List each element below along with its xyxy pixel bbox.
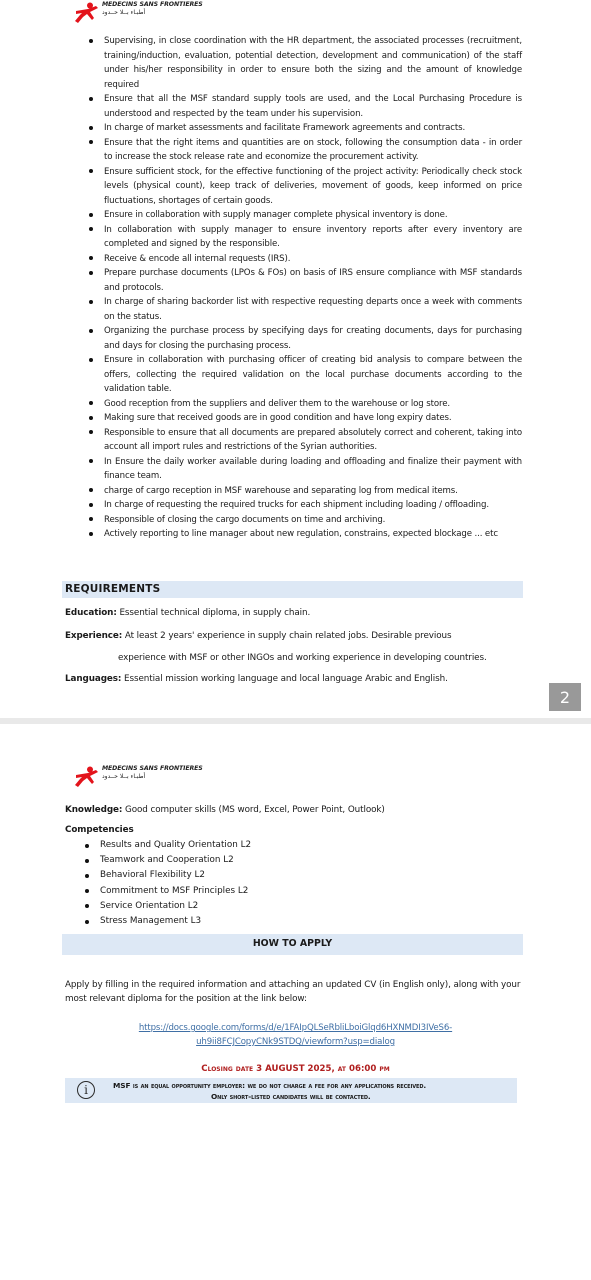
duty-item: In charge of market assessments and facilitate Framework agreements and contracts. <box>104 121 522 136</box>
requirements-header <box>62 581 523 598</box>
how-to-apply-header <box>62 934 523 955</box>
msf-logo <box>74 2 203 22</box>
competencies-heading: Competencies <box>65 825 134 835</box>
equal-opportunity-notice <box>65 1078 517 1103</box>
duty-item: In charge of sharing backorder list with respective requesting departs once a week with comments on the status. <box>104 295 522 324</box>
application-link-line-1[interactable]: https://docs.google.com/forms/d/e/1FAIpQLSeRbliLboiGlqd6HXNMDI3IVeS6- <box>138 1023 453 1033</box>
duty-item: Ensure that the right items and quantities are on stock, following the consumption data - in order to increase the stock release rate and economize the procurement activity. <box>104 136 522 165</box>
page-number-badge: 2 <box>549 683 581 711</box>
languages-line <box>65 673 448 685</box>
languages-text: Essential mission working language and local language Arabic and English. <box>121 674 448 684</box>
duty-item: Ensure in collaboration with supply manager complete physical inventory is done. <box>104 208 522 223</box>
logo-name-fr: MEDECINS SANS FRONTIERES <box>102 765 203 772</box>
duty-item: Supervising, in close coordination with the HR department, the associated processes (recruitment, training/induction, evaluation, potential detection, development and communication) of the staff under his/her responsibility in order to ensure both the sizing and the amount of knowledge required <box>104 34 522 92</box>
duty-item: Ensure in collaboration with purchasing officer of creating bid analysis to compare between the offers, collecting the required validation on the local purchase documents according to the validation table. <box>104 353 522 397</box>
competency-item: Teamwork and Cooperation L2 <box>100 853 251 868</box>
experience-line-2: experience with MSF or other INGOs and working experience in developing countries. <box>118 653 487 663</box>
knowledge-line <box>65 804 385 816</box>
duty-item: Receive & encode all internal requests (IRS). <box>104 252 522 267</box>
duty-item: In collaboration with supply manager to ensure inventory reports after every inventory are completed and signed by the responsible. <box>104 223 522 252</box>
languages-label: Languages: <box>65 674 122 684</box>
competency-item: Service Orientation L2 <box>100 899 251 914</box>
logo-name-ar: أطبـاء بــلا حــدود <box>102 773 146 781</box>
experience-label: Experience: <box>65 631 123 641</box>
competency-item: Commitment to MSF Principles L2 <box>100 884 251 899</box>
duty-item: charge of cargo reception in MSF warehouse and separating log from medical items. <box>104 484 522 499</box>
logo-name-fr: MEDECINS SANS FRONTIERES <box>102 1 203 8</box>
info-icon: i <box>77 1081 95 1099</box>
requirements-heading: REQUIREMENTS <box>65 583 161 595</box>
notice-line-1: MSF is an equal opportunity employer: we do not charge a fee for any applications received. <box>113 1081 427 1090</box>
apply-instructions: Apply by filling in the required information and attaching an updated CV (in English only), along with your most relevant diploma for the position at the link below: <box>65 980 521 1004</box>
knowledge-label: Knowledge: <box>65 805 123 815</box>
duties-list <box>104 34 522 542</box>
logo-name-ar: أطبـاء بــلا حــدود <box>102 9 146 17</box>
experience-text: At least 2 years' experience in supply chain related jobs. Desirable previous <box>122 631 452 641</box>
education-line <box>65 607 310 619</box>
how-to-apply-heading: HOW TO APPLY <box>252 938 333 949</box>
msf-running-man-icon <box>74 766 100 786</box>
notice-line-2: Only short-listed candidates will be contacted. <box>211 1092 371 1101</box>
application-link-line-2[interactable]: uh9ii8FCJCopyCNk9STDQ/viewform?usp=dialog <box>196 1037 395 1047</box>
duty-item: Prepare purchase documents (LPOs & FOs) on basis of IRS ensure compliance with MSF standards and protocols. <box>104 266 522 295</box>
knowledge-text: Good computer skills (MS word, Excel, Power Point, Outlook) <box>122 805 385 815</box>
duty-item: Actively reporting to line manager about new regulation, constrains, expected blockage ... etc <box>104 527 522 542</box>
competency-item: Behavioral Flexibility L2 <box>100 868 251 883</box>
duty-item: Responsible of closing the cargo documents on time and archiving. <box>104 513 522 528</box>
duty-item: Ensure that all the MSF standard supply tools are used, and the Local Purchasing Procedure is understood and respected by the team under his supervision. <box>104 92 522 121</box>
duty-item: Responsible to ensure that all documents are prepared absolutely correct and coherent, taking into account all import rules and restrictions of the Syrian authorities. <box>104 426 522 455</box>
duty-item: Organizing the purchase process by specifying days for creating documents, days for purchasing and days for closing the purchasing process. <box>104 324 522 353</box>
experience-line <box>65 630 451 642</box>
msf-running-man-icon <box>74 2 100 22</box>
duty-item: Ensure sufficient stock, for the effective functioning of the project activity: Periodically check stock levels (physical count), keep track of deliveries, movement of goods, keep informed on price fluctuations, shortages of certain goods. <box>104 165 522 209</box>
duty-item: Making sure that received goods are in good condition and have long expiry dates. <box>104 411 522 426</box>
closing-date: Closing date 3 AUGUST 2025, at 06:00 pm <box>201 1064 390 1074</box>
msf-logo-page2 <box>74 766 203 786</box>
duty-item: In Ensure the daily worker available during loading and offloading and finalize their payment with finance team. <box>104 455 522 484</box>
duty-item: In charge of requesting the required trucks for each shipment including loading / offloading. <box>104 498 522 513</box>
education-label: Education: <box>65 608 117 618</box>
document-page-2 <box>0 724 591 1280</box>
education-text: Essential technical diploma, in supply chain. <box>116 608 311 618</box>
competency-item: Results and Quality Orientation L2 <box>100 838 251 853</box>
competency-item: Stress Management L3 <box>100 914 251 929</box>
competencies-list <box>100 838 251 929</box>
duty-item: Good reception from the suppliers and deliver them to the warehouse or log store. <box>104 397 522 412</box>
